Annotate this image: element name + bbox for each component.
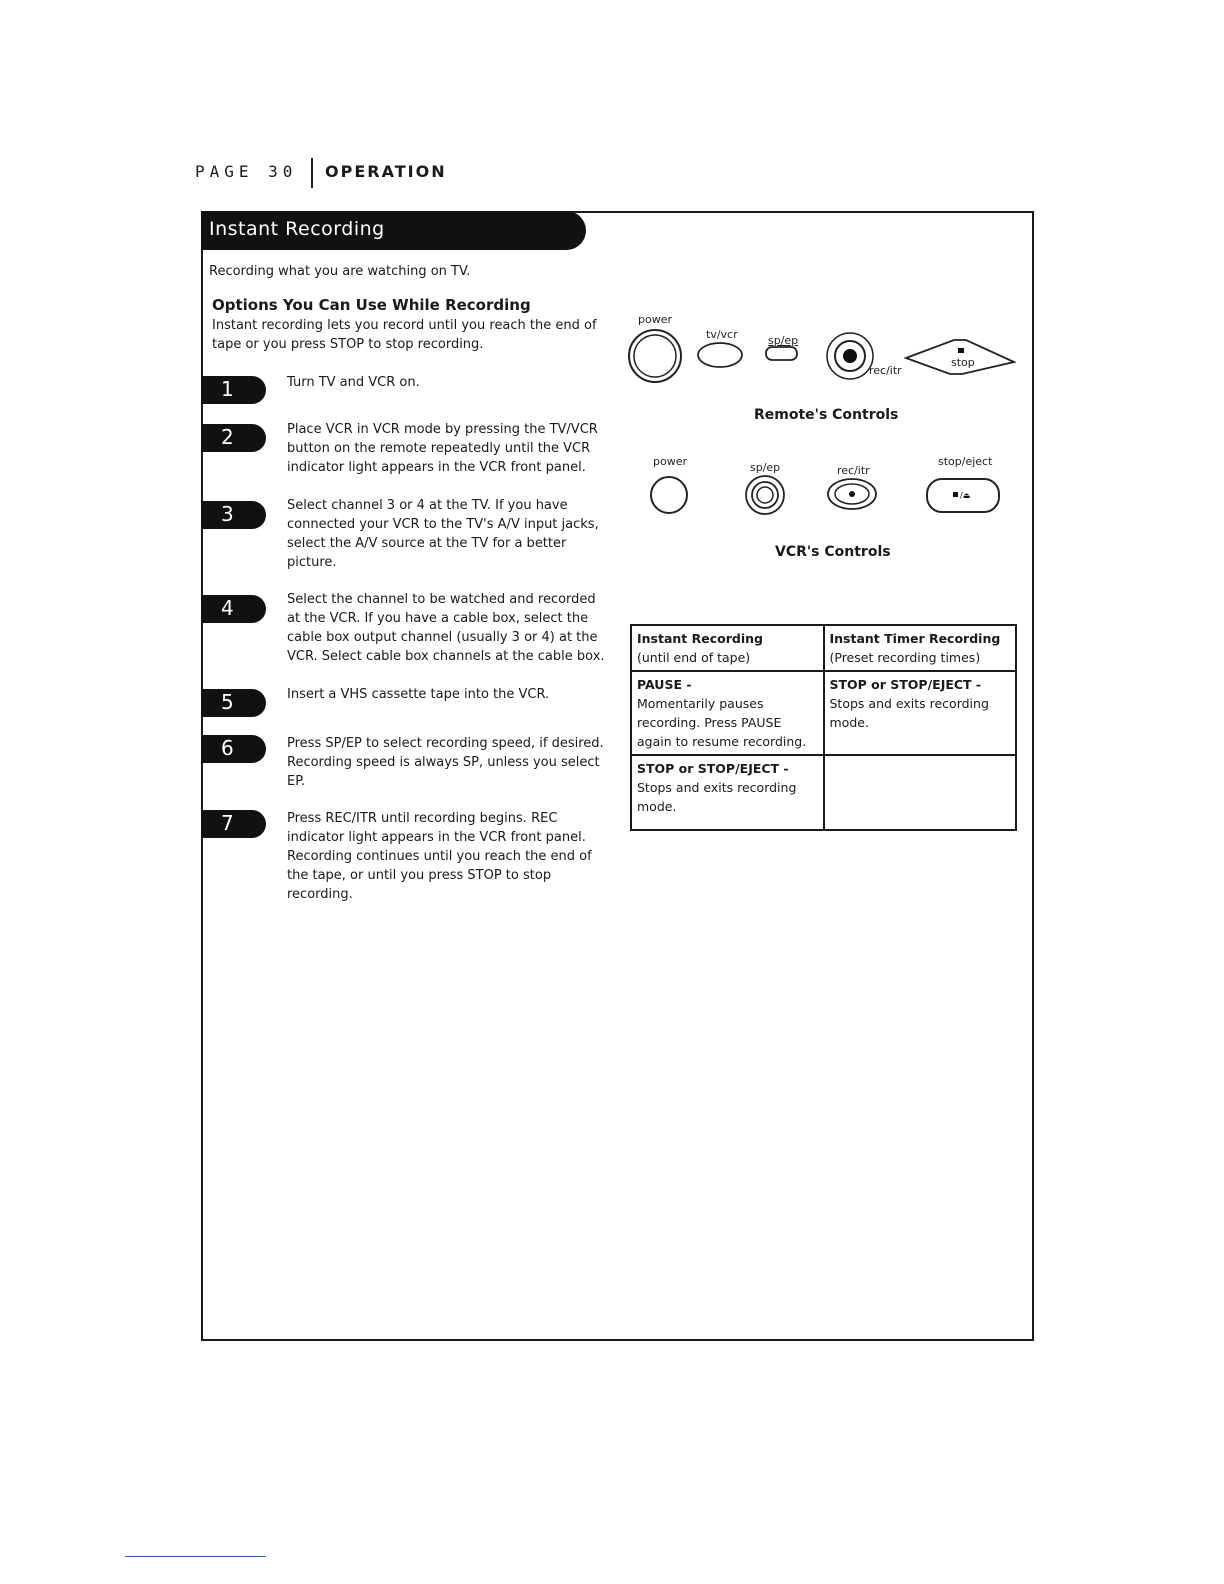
step-text: Press REC/ITR until recording begins. REC indicator light appears in the VCR front panel. Recording continues until you reach the end of the tape, or until you press STOP to stop recording. [287, 811, 592, 902]
table-cell [631, 755, 824, 830]
bottom-divider [125, 1556, 266, 1557]
remote-controls-caption: Remote's Controls [754, 407, 899, 423]
step-number: 2 [221, 425, 234, 449]
vcr-power-label: power [653, 455, 687, 468]
vcr-stopeject-button-icon [924, 476, 1002, 516]
cell-text: Stops and exits recording mode. [637, 780, 797, 814]
options-text: Instant recording lets you record until you reach the end of tape or you press STOP to stop recording. [212, 318, 597, 352]
step-number: 3 [221, 502, 234, 526]
remote-power-label: power [638, 313, 672, 326]
vcr-recitr-button-icon [826, 476, 880, 512]
table-header-subtitle: (until end of tape) [637, 650, 751, 665]
table-header-title: Instant Recording [637, 631, 763, 646]
cell-text: Stops and exits recording mode. [829, 696, 989, 730]
page-number: PAGE 30 [195, 162, 298, 181]
cell-text: Momentarily pauses recording. Press PAUSE again to resume recording. [637, 696, 807, 749]
table-cell [824, 671, 1017, 755]
remote-tvvcr-label: tv/vcr [706, 328, 738, 341]
vcr-power-button-icon [648, 474, 690, 516]
vcr-recitr-label: rec/itr [837, 464, 870, 477]
remote-spep-label: sp/ep [768, 334, 799, 347]
remote-stop-label: stop [951, 356, 975, 369]
step-number: 5 [221, 690, 234, 714]
table-header-title: Instant Timer Recording [829, 631, 1001, 646]
step-number: 1 [221, 377, 234, 401]
step-number: 4 [221, 596, 234, 620]
step-number-badge [201, 595, 266, 623]
table-cell [631, 671, 824, 755]
options-heading: Options You Can Use While Recording [212, 296, 531, 314]
remote-recitr-label: rec/itr [869, 364, 902, 377]
header-divider [311, 158, 313, 188]
step-number: 6 [221, 736, 234, 760]
svg-text:/⏏: /⏏ [960, 491, 971, 500]
step-number-badge [201, 424, 266, 452]
table-header-row [631, 625, 1016, 671]
remote-power-button-icon [626, 328, 684, 384]
table-header-cell [824, 625, 1017, 671]
cell-title: STOP or STOP/EJECT - [637, 761, 789, 776]
step-number: 7 [221, 811, 234, 835]
section-title: OPERATION [325, 162, 447, 181]
cell-title: PAUSE - [637, 677, 692, 692]
table-header-subtitle: (Preset recording times) [829, 650, 981, 665]
step-text: Insert a VHS cassette tape into the VCR. [287, 687, 550, 702]
intro-text: Recording what you are watching on TV. [209, 264, 471, 279]
vcr-stopeject-label: stop/eject [938, 455, 993, 468]
step-number-badge [201, 501, 266, 529]
step-text: Select channel 3 or 4 at the TV. If you have connected your VCR to the TV's A/V input jacks, select the A/V source at the TV for a better picture. [287, 498, 599, 570]
step-number-badge [201, 689, 266, 717]
vcr-controls-caption: VCR's Controls [775, 544, 891, 560]
step-text: Select the channel to be watched and recorded at the VCR. If you have a cable box, select the cable box output channel (usually 3 or 4) at the VCR. Select cable box channels at the cable box. [287, 592, 605, 664]
remote-tvvcr-button-icon [696, 340, 748, 370]
table-row [631, 671, 1016, 755]
table-row [631, 755, 1016, 830]
vcr-spep-label: sp/ep [750, 461, 781, 474]
step-text: Turn TV and VCR on. [287, 375, 420, 390]
step-number-badge [201, 735, 266, 763]
step-text: Place VCR in VCR mode by pressing the TV/VCR button on the remote repeatedly until the VCR indicator light appears in the VCR front panel. [287, 422, 598, 475]
remote-spep-button-icon [764, 344, 800, 364]
step-number-badge [201, 376, 266, 404]
recording-options-table [630, 624, 1017, 831]
step-number-badge [201, 810, 266, 838]
vcr-spep-button-icon [744, 474, 788, 518]
step-text: Press SP/EP to select recording speed, if desired. Recording speed is always SP, unless you select EP. [287, 736, 604, 789]
table-cell-empty [824, 755, 1017, 830]
cell-title: STOP or STOP/EJECT - [829, 677, 982, 692]
title-bar [201, 211, 586, 250]
table-header-cell [631, 625, 824, 671]
page-title: Instant Recording [209, 218, 385, 240]
